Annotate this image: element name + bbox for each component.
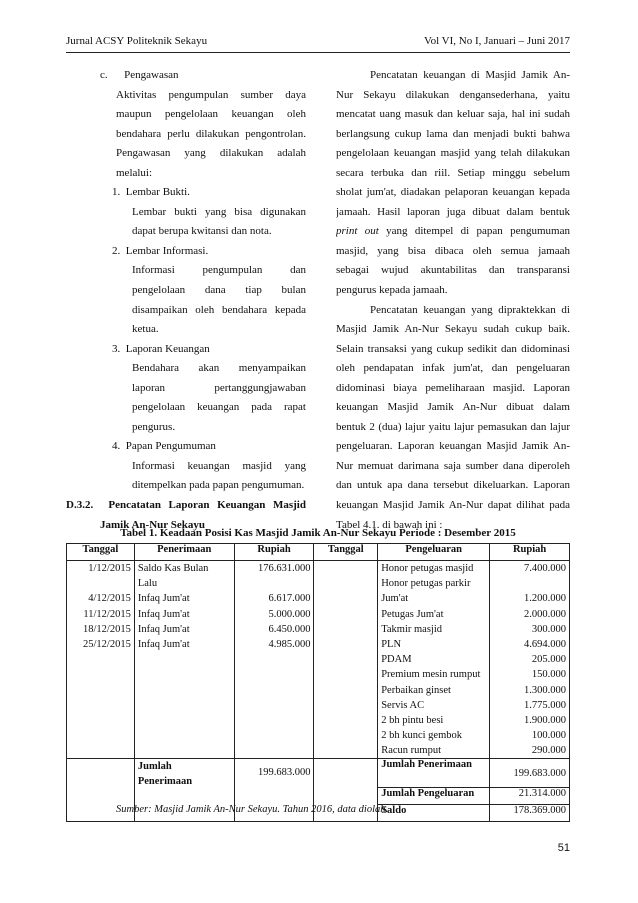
jumlah-label-line1: Jumlah <box>137 761 172 773</box>
text-line: dan untuk apa dana tersebut dikeluarkan. Laporan <box>336 479 570 492</box>
text-line: dapat berupa kwitansi dan nota. <box>132 225 272 238</box>
cell-line: 4.694.000 <box>524 638 566 650</box>
text-line: pengeluaran. Laporan keuangan Masjid Jamik An- <box>336 440 570 453</box>
saldo-label: Saldo <box>378 805 490 822</box>
total-penerimaan-row <box>67 759 570 788</box>
text-line: ketua. <box>132 323 159 336</box>
cell-line: Infaq Jum'at <box>137 638 190 650</box>
cell-line: 6.450.000 <box>268 623 311 635</box>
italic-term: print out <box>336 225 379 238</box>
text-line: pengurus. <box>132 420 176 433</box>
text-line: sholat jum'at, diadakan pelaporan keuangan kepada <box>336 186 570 199</box>
out-dates-cell <box>314 561 378 759</box>
text-line: 3. Laporan Keuangan <box>112 342 210 355</box>
cell-line: 4.985.000 <box>268 638 311 650</box>
text-line: bendahara perlu dilakukan pengontrolan. <box>116 127 306 140</box>
text-line: jamaah. Hasil laporan juga dibuat dalam bentuk <box>336 205 570 218</box>
text-line: pengelolaan keuangan pada rapat <box>132 401 306 414</box>
cell-blank-line <box>238 743 311 758</box>
text-line: Masjid Jamik An-Nur Sekayu sudah cukup baik. <box>336 323 570 336</box>
cell-line: 25/12/2015 <box>83 638 131 650</box>
header-rupiah-in: Rupiah <box>234 544 314 561</box>
cell-line: Racun rumput <box>381 745 441 757</box>
text-line: pengelolaan dana tiap bulan <box>132 284 306 297</box>
header-tanggal-in: Tanggal <box>67 544 135 561</box>
table-body-row <box>67 561 570 759</box>
text-line: secara terbuka dan riil. Setiap minggu sebelum <box>336 166 570 179</box>
cell-blank-line <box>70 698 131 713</box>
text-line: pengurus kepada jamaah. <box>336 284 448 297</box>
cell-line: Saldo Kas Bulan <box>137 563 209 574</box>
right-jumlah-penerimaan-value: 199.683.000 <box>490 759 570 788</box>
page-number: 51 <box>557 842 570 854</box>
cell-line: Honor petugas parkir <box>381 578 471 590</box>
cell-blank-line <box>138 667 231 682</box>
right-jumlah-penerimaan-label: Jumlah Penerimaan <box>378 759 490 788</box>
out-items-cell <box>378 561 490 759</box>
cell-line: 6.617.000 <box>268 593 311 605</box>
text-line: keuangan Masjid Jamik An-Nur dapat dilihat pada <box>336 499 570 512</box>
cell-blank-line <box>70 713 131 728</box>
in-dates-cell <box>67 561 135 759</box>
text-line: disampaikan oleh bendahara kepada <box>132 303 306 316</box>
cell-line <box>493 576 566 591</box>
text-line: pengelolaan keuangan masjid yang telah dilakukan <box>336 147 570 160</box>
table-header-row <box>67 544 570 561</box>
left-column <box>66 66 306 535</box>
text-line: mencatat uang masuk dan keluar saja, hal ini sudah <box>336 108 570 121</box>
cell-line: 176.631.000 <box>257 563 311 574</box>
cell-line: 2.000.000 <box>524 608 566 620</box>
cell-blank-line <box>238 698 311 713</box>
cell-line: PLN <box>381 638 402 650</box>
text-line: Informasi pengumpulan dan <box>132 264 306 277</box>
cell-line: Infaq Jum'at <box>137 608 190 620</box>
cell-line: Petugas Jum'at <box>381 608 444 620</box>
cell-line: 1/12/2015 <box>88 563 131 574</box>
cell-line: 1.300.000 <box>524 684 566 696</box>
text-line: Pengawasan yang dilakukan adalah <box>116 147 306 160</box>
cell-line: 300.000 <box>531 623 566 635</box>
text-line: bentuk 2 (dua) lajur yaitu lajur pemasukan dan lajur <box>336 420 570 433</box>
text-line: ditempelkan pada papan pengumuman. <box>132 479 305 492</box>
cell-blank-line <box>70 652 131 667</box>
text-line: c. Pengawasan <box>100 69 179 81</box>
cell-line: Lalu <box>137 578 158 590</box>
text-line: Bendahara akan menyampaikan <box>132 362 306 375</box>
text-line: Pencatatan keuangan yang dipraktekkan di <box>370 303 570 316</box>
volume-info: Vol VI, No I, Januari – Juni 2017 <box>424 35 570 47</box>
cell-line: Honor petugas masjid <box>381 563 474 574</box>
text-line: Aktivitas pengumpulan sumber daya <box>116 88 306 101</box>
text-line: 2. Lembar Informasi. <box>112 244 209 257</box>
cell-line: Perbaikan ginset <box>381 684 451 696</box>
text-line: Nur Sekayu dilakukan dengansederhana, yaitu <box>336 88 570 101</box>
cell-blank-line <box>238 652 311 667</box>
text-line: berlangsung cukup lama dan menjadi bukti bahwa <box>336 127 570 140</box>
text-line: print out yang ditempel di papan pengumuman <box>336 225 570 238</box>
header-tanggal-out: Tanggal <box>314 544 378 561</box>
text-line: Jamik An-Nur Sekayu <box>100 518 205 531</box>
cell-blank-line <box>138 698 231 713</box>
cell-blank-line <box>70 683 131 698</box>
in-amounts-cell <box>234 561 314 759</box>
jumlah-pengeluaran-label: Jumlah Pengeluaran <box>378 788 490 805</box>
cell-blank-line <box>138 743 231 758</box>
cell-line: 100.000 <box>531 730 566 742</box>
cell-blank-line <box>138 683 231 698</box>
cell-blank-line <box>238 667 311 682</box>
cell-line: Infaq Jum'at <box>137 623 190 635</box>
text-line: Informasi keuangan masjid yang <box>132 459 306 472</box>
saldo-value: 178.369.000 <box>490 805 570 822</box>
table-source-note: Sumber: Masjid Jamik An-Nur Sekayu. Tahun 2016, data diolah. <box>116 804 389 815</box>
text-line: 4. Papan Pengumuman <box>112 440 216 453</box>
text-line: melalui: <box>116 166 153 179</box>
out-amounts-cell <box>490 561 570 759</box>
cell-line: 205.000 <box>531 654 566 666</box>
header-rule <box>66 52 570 53</box>
cell-blank-line <box>238 728 311 743</box>
cell-line: 5.000.000 <box>268 608 311 620</box>
cell-line: 2 bh pintu besi <box>381 714 444 726</box>
cell-line: 290.000 <box>531 745 566 757</box>
text-line: Lembar bukti yang bisa digunakan <box>132 205 306 218</box>
text-line: oleh pendapatan infak jum'at, dan pengeluaran <box>336 362 570 375</box>
header-rupiah-out: Rupiah <box>490 544 570 561</box>
cell-line: PDAM <box>381 654 412 666</box>
cell-line: Jum'at <box>381 593 409 605</box>
cell-line <box>238 576 311 591</box>
cell-blank-line <box>138 713 231 728</box>
cell-blank-line <box>138 728 231 743</box>
text-line: keuangan Masjid Jamik An-Nur dibuat dalam <box>336 401 570 414</box>
cell-blank-line <box>70 743 131 758</box>
header-pengeluaran: Pengeluaran <box>378 544 490 561</box>
text-line: D.3.2. Pencatatan Laporan Keuangan Masjid <box>66 499 306 512</box>
cell-line: 150.000 <box>531 669 566 681</box>
text-line: laporan pertanggungjawaban <box>132 381 306 394</box>
cell-line: Takmir masjid <box>381 623 443 635</box>
jumlah-penerimaan-value: 199.683.000 <box>234 759 314 822</box>
cell-line <box>70 576 131 591</box>
cell-line: 2 bh kunci gembok <box>381 730 462 742</box>
text-line: sebagai wujud akuntabilitas dan transparansi <box>336 264 570 277</box>
cell-line: 1.200.000 <box>524 593 566 605</box>
text-line: Tabel 4.1. di bawah ini : <box>336 518 443 531</box>
text-line: Selain transaksi yang cukup sedikit dan didominasi <box>336 342 570 355</box>
text-line: didominasi biaya pemeliharaan masjid. Laporan <box>336 381 570 394</box>
cell-line: Premium mesin rumput <box>381 669 481 681</box>
text-line: Pencatatan keuangan di Masjid Jamik An- <box>370 69 570 81</box>
jumlah-pengeluaran-value: 21.314.000 <box>490 788 570 805</box>
jumlah-label-line2: Penerimaan <box>137 776 193 788</box>
cell-blank-line <box>70 667 131 682</box>
cell-line: Infaq Jum'at <box>137 593 190 605</box>
cell-line: 7.400.000 <box>524 563 566 574</box>
journal-name: Jurnal ACSY Politeknik Sekayu <box>66 35 208 47</box>
text-line: Nur memuat darimana saja sumber dana diperoleh <box>336 459 570 472</box>
in-items-cell <box>134 561 234 759</box>
text-line: masjid, yang bisa dibaca oleh semua jamaah <box>336 244 570 257</box>
text-line: 1. Lembar Bukti. <box>112 186 190 199</box>
right-column <box>336 66 570 535</box>
cell-blank-line <box>238 713 311 728</box>
cell-blank-line <box>138 652 231 667</box>
cell-line: 4/12/2015 <box>88 593 131 605</box>
cell-blank-line <box>238 683 311 698</box>
cell-line: 11/12/2015 <box>83 608 131 620</box>
cell-line: 1.775.000 <box>524 699 566 711</box>
cell-line: Servis AC <box>381 699 425 711</box>
running-header <box>66 35 570 47</box>
cash-position-table <box>66 543 570 822</box>
cell-line: 18/12/2015 <box>83 623 131 635</box>
header-penerimaan: Penerimaan <box>134 544 234 561</box>
text-line: maupun pengelolaan keuangan oleh <box>116 108 306 121</box>
cell-blank-line <box>70 728 131 743</box>
cell-line: 1.900.000 <box>524 714 566 726</box>
table-caption: Tabel 1. Keadaan Posisi Kas Masjid Jamik An-Nur Sekayu Periode : Desember 2015 <box>120 527 516 539</box>
